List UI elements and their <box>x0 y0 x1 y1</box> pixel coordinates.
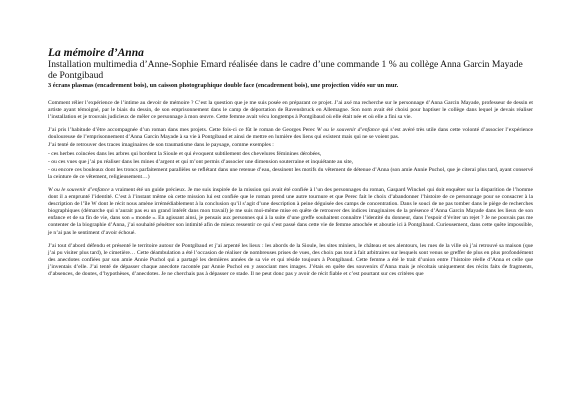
document-subtitle-line1: Installation multimedia d’Anne-Sophie Emard réalisée dans le cadre d’une commande 1 % au collège Anna Garcin Mayade <box>48 59 523 70</box>
list-item: - ces herbes coincées dans les arbres qui bordent la Sioule et qui évoquent subtilement des chevelures féminines dérobées, <box>48 150 322 157</box>
document-header <box>48 47 533 90</box>
list-item: - ou ces vues que j’ai pu réaliser dans les mines d’argent et qui m’ont permis d’associer une dimension souterraine et inquiétante au site, <box>48 158 353 165</box>
document-subtitle-line2: de Pontgibaud <box>48 70 104 81</box>
list-item: - ou encore ces bouleaux dont les troncs parfaitement parallèles se reflétant dans une retenue d’eau, dessinent les motifs du vêtement de détenue d’Anna (son amie Annie Puchol, que je citerai plus tard, ayant conservé la ceinture de ce vêtement, religieusement…) <box>48 166 533 180</box>
document-body <box>48 100 533 284</box>
paragraph-novel <box>48 127 533 141</box>
paragraph-intro: Comment rélier l’expérience de l’intime au devoir de mémoire ? C’est la question que je me suis posée en préparant ce projet. J’ai axé ma recherche sur le personnage d’Anna Garcin Mayade, professeur de dessin et artiste ayant témoigné, par le biais du dessin, de son emprisonnement dans le camp de déportation de Ravensbruck en Allemagne. Son nom avait été choisi pour baptiser le collège dans lequel je devais réaliser l’installation et je trouvais judicieux de mêler ce personnage à mon œuvre. Cette femme avait vécu longtemps à Pontgibaud où elle était née et où elle a fini sa vie. <box>48 100 533 121</box>
installation-description: 3 écrans plasmas (encadrement bois), un caisson photographique double face (encadrement bois), une projection vidéo sur un mur. <box>48 82 399 89</box>
paragraph-novel-text-b: qui s’est avéré très utile dans cette volonté d’associer l’expérience douloureuse de l’emprisonnement d’Anna Garcin Mayade à sa vie à Pontgibaud et ainsi de mettre en lumière des liens qui existent mais qui ne se voient pas. <box>48 127 533 141</box>
novel-title-ref: W ou le souvenir d’enfance <box>316 127 380 134</box>
novel-title-ref: W ou le souvenir d’enfance <box>48 186 110 193</box>
paragraph-perec-text: a vraiment été un guide précieux. Je me suis inspirée de la mission qui avait été confiée à l’un des personnages du roman, Gaspard Winckel qui doit enquêter sur la disparition de l’homme dont il a emprunté l’identité. C’est à l’instant même où cette mission lui est confiée que le roman prend une autre tournure et que Perec fait le choix d’abandonner l’histoire de ce personnage pour se consacrer à la description de l’île W dont le récit nous amène irrémédiablement à la conclusion qu’il s’agit d’une description à peine déguisée des camps de concentration. Dans le souci de ne pas tomber dans le piège de recherches biographiques (démarche qui n’aurait pas eu un grand intérêt dans mon travail) je me suis moi-même mise en quête de retrouver des indices imaginaires de la présence d’Anna Garcin Mayade dans les lieux de son enfance et de sa fin de vie, dans son « monde ». En agissant ainsi, je pensais aux personnes qui à la suite d’une greffe souhaitent connaître l’identité du donneur, dans l’espoir d’éviter un rejet ? Je ne pouvais pas me contenter de la biographie d’Anna, j’ai souhaité pénétrer son intimité afin de mieux ressentir ce qui s’est passé dans cette vie de femme amochée et aboutie ici à Pontgibaud. Curieusement, dans cette quête impossible, je n’ai pas le sentiment d’avoir échoué. <box>48 186 534 236</box>
paragraph-perec <box>48 187 533 237</box>
document-title: La mémoire d’Anna <box>48 47 144 59</box>
paragraph-novel-text-a: J’ai pris l’habitude d’être accompagnée d’un roman dans mes projets. Cette fois-ci ce fût le roman de Georges Perec <box>48 127 317 134</box>
list-intro: J’ai tenté de retrouver des traces imaginaires de son traumatisme dans le paysage, comme exemples : <box>48 142 274 149</box>
paragraph-territory: J’ai tout d’abord défendu et présenté le territoire autour de Pontgibaud et j’ai arpenté les lieux : les abords de la Sioule, les sites miniers, le château et ses alentours, les rues de la ville où j’ai retrouvé sa maison (que j’ai pu visiter plus tard), le cimetière… Cette déambulation a été l’occasion de réaliser de nombreuses prises de vues, des choix pas tout à fait arbitraires sur lesquels sont venus se greffer de plus en plus profondément des anecdotes confiées par son amie Annie Puchol qui a partagé les dernières années de sa vie et qui réside toujours à Pontgibaud. Cette femme a été le trait d’union entre l’histoire réelle d’Anna et celle que j’inventais d’elle. J’ai tenté de dépasser chaque anecdote racontée par Annie Puchol en y associant mes images. J’étais en quête des souvenirs d’Anna mais je récoltais uniquement des récits faits de fragments, d’absences, de doutes, d’hypothèses, d’anecdotes. Je ne cherchais pas à dépasser ce stade. Il ne peut donc pas y avoir de récit fiable et c’est pourtant sur ces critères que <box>48 242 533 277</box>
